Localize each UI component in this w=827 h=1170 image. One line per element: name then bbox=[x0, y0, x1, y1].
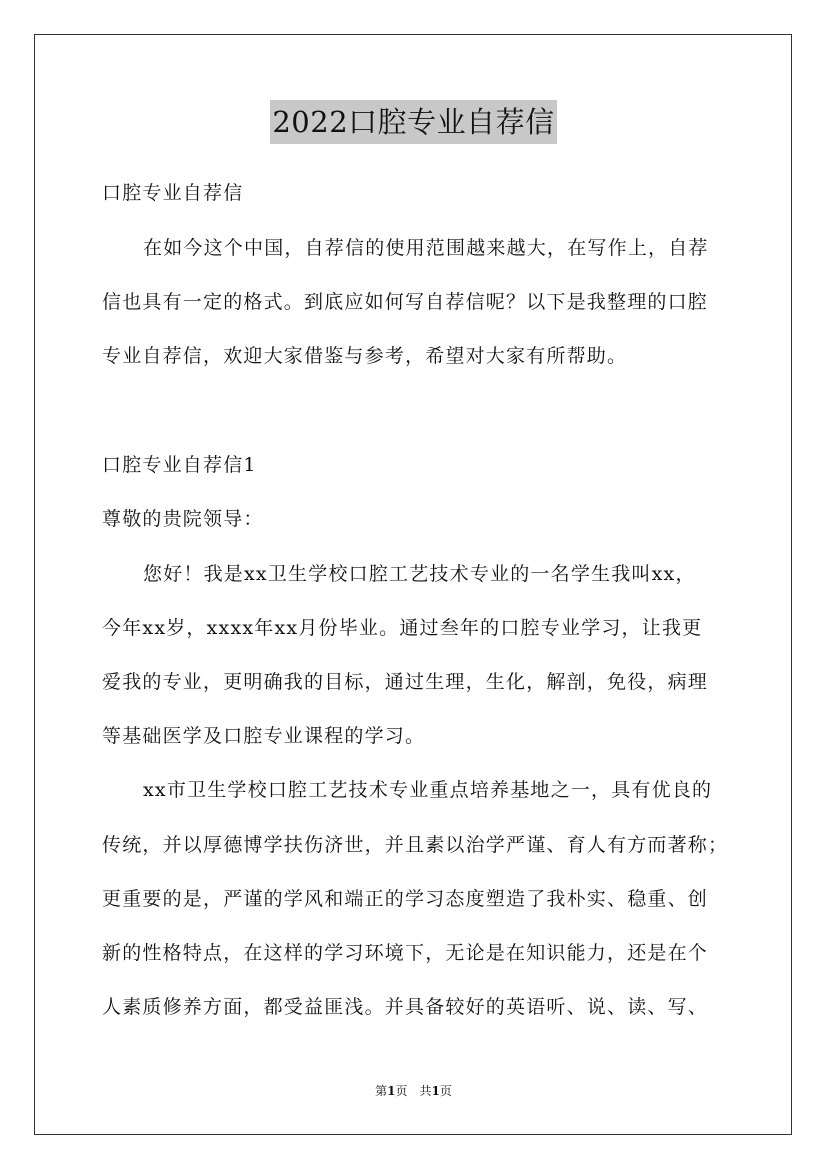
paragraph-line: 专业自荐信，欢迎大家借鉴与参考，希望对大家有所帮助。 bbox=[102, 345, 628, 367]
paragraph-line: 信也具有一定的格式。到底应如何写自荐信呢？以下是我整理的口腔 bbox=[102, 291, 709, 313]
document-title: 2022口腔专业自荐信 bbox=[270, 100, 556, 144]
paragraph-line: 等基础医学及口腔专业课程的学习。 bbox=[102, 725, 426, 747]
title-wrap bbox=[0, 100, 827, 144]
paragraph-line: xx市卫生学校口腔工艺技术专业重点培养基地之一，具有优良的 bbox=[143, 779, 713, 801]
section-heading: 口腔专业自荐信 bbox=[102, 182, 244, 204]
paragraph-line: 人素质修养方面，都受益匪浅。并具备较好的英语听、说、读、写、 bbox=[102, 996, 709, 1018]
paragraph-line: 爱我的专业，更明确我的目标，通过生理，生化，解剖，免役，病理 bbox=[102, 671, 709, 693]
page-footer bbox=[0, 1083, 827, 1099]
footer-suffix: 页 bbox=[439, 1084, 452, 1098]
paragraph-line: 传统，并以厚德博学扶伤济世，并且素以治学严谨、育人有方而著称； bbox=[102, 834, 729, 856]
footer-page-current: 1 bbox=[387, 1084, 396, 1098]
section-heading: 口腔专业自荐信1 bbox=[102, 454, 257, 476]
paragraph-line: 在如今这个中国，自荐信的使用范围越来越大，在写作上，自荐 bbox=[143, 237, 709, 259]
salutation: 尊敬的贵院领导： bbox=[102, 508, 264, 530]
paragraph-line: 今年xx岁，xxxx年xx月份毕业。通过叁年的口腔专业学习，让我更 bbox=[102, 617, 703, 639]
footer-mid: 页 共 bbox=[395, 1084, 432, 1098]
paragraph-line: 您好！我是xx卫生学校口腔工艺技术专业的一名学生我叫xx， bbox=[143, 563, 696, 585]
paragraph-line: 新的性格特点，在这样的学习环境下，无论是在知识能力，还是在个 bbox=[102, 942, 709, 964]
footer-page-total: 1 bbox=[431, 1084, 440, 1098]
footer-prefix: 第 bbox=[375, 1084, 388, 1098]
paragraph-line: 更重要的是，严谨的学风和端正的学习态度塑造了我朴实、稳重、创 bbox=[102, 888, 709, 910]
